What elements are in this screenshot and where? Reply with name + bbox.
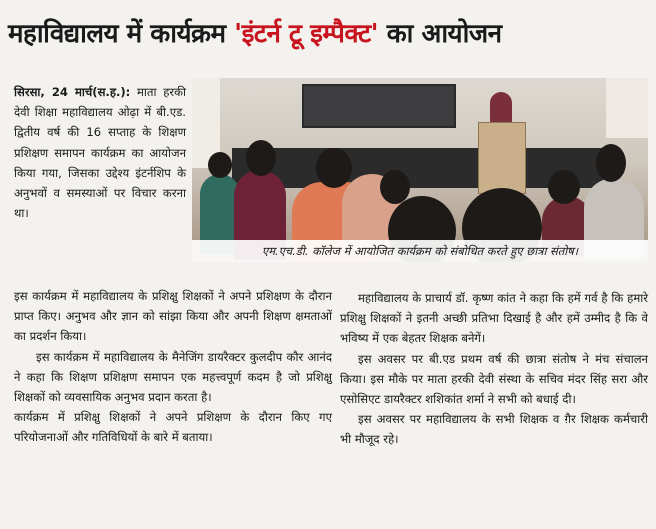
headline-main: महाविद्यालय में कार्यक्रम	[8, 19, 235, 49]
podium	[478, 122, 526, 194]
audience-head	[548, 170, 580, 204]
right-paragraph-2: इस अवसर पर बी.एड प्रथम वर्ष की छात्रा संतोष ने मंच संचालन किया। इस मौके पर माता हरकी देवी संस्था के सचिव मंदर सिंह सरा और एसोसिएट डायरैक्टर शशिकांत शर्मा ने सभी को बधाई दी।	[340, 351, 648, 407]
left-paragraph-3: कार्यक्रम में प्रशिक्षु शिक्षकों ने अपने प्रशिक्षण के दौरान किए गए परियोजनाओं और गतिविधियों के बारे में बताया।	[14, 410, 332, 445]
news-photo	[192, 78, 648, 262]
audience-head	[246, 140, 276, 176]
article-column-intro	[14, 82, 186, 223]
left-paragraph-1: इस कार्यक्रम में महाविद्यालय के प्रशिक्षु शिक्षकों ने अपने प्रशिक्षण के दौरान प्राप्त किए। अनुभव और ज्ञान को सांझा किया और अपनी शिक्षण क्षमताओं का प्रदर्शन किया।	[14, 289, 332, 344]
photo-caption: एम.एच.डी. कॉलेज में आयोजित कार्यक्रम को संबोधित करते हुए छात्रा संतोष।	[192, 240, 648, 262]
intro-paragraph: माता हरकी देवी शिक्षा महाविद्यालय ओढ़ा में बी.एड. द्वितीय वर्ष की 16 सप्ताह के शिक्षण प्रशिक्षण समापन कार्यक्रम का आयोजन किया गया, जिसका उद्देश्य इंटर्नशिप के अनुभवों व समस्याओं पर विचार करना था।	[14, 85, 186, 221]
right-paragraph-3: इस अवसर पर महाविद्यालय के सभी शिक्षक व ग़ैर शिक्षक कर्मचारी भी मौजूद रहे।	[340, 412, 648, 447]
headline	[8, 14, 648, 54]
projector-screen	[302, 84, 456, 128]
article-column-left	[14, 286, 332, 448]
dateline: सिरसा, 24 मार्च(स.ह.):	[14, 85, 131, 99]
e-learning-logo	[606, 78, 648, 138]
audience-head	[380, 170, 410, 204]
headline-tail: का आयोजन	[378, 19, 502, 49]
speaker-figure	[490, 92, 512, 126]
left-paragraph-2: इस कार्यक्रम में महाविद्यालय के मैनेजिंग डायरैक्टर कुलदीप कौर आनंद ने कहा कि शिक्षण प्रशिक्षण समापन एक महत्त्वपूर्ण कदम है जो प्रशिक्षु शिक्षकों को व्यवसायिक अनुभव प्रदान करता है।	[14, 349, 332, 405]
article-column-right	[340, 288, 648, 450]
headline-quoted-title: 'इंटर्न टू इम्पैक्ट'	[234, 19, 379, 49]
right-paragraph-1: महाविद्यालय के प्राचार्य डॉ. कृष्ण कांत ने कहा कि हमें गर्व है कि हमारे प्रशिक्षु शिक्षकों ने इतनी अच्छी प्रतिभा दिखाई है और हमें उम्मीद है कि वे भविष्य में एक बेहतर शिक्षक बनेगें।	[340, 291, 648, 346]
audience-head	[208, 152, 232, 178]
audience-head	[596, 144, 626, 182]
audience-head	[316, 148, 352, 188]
